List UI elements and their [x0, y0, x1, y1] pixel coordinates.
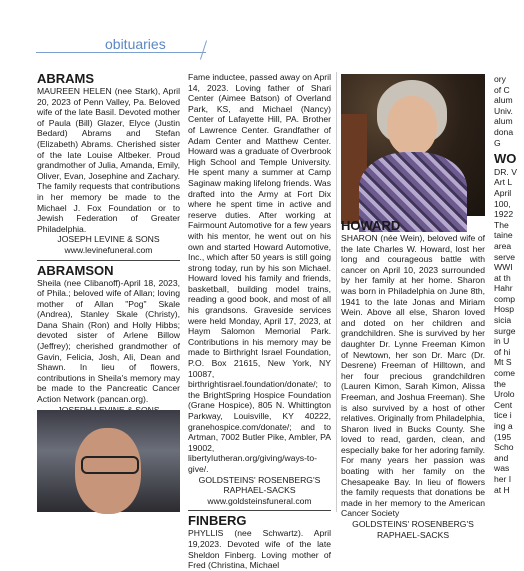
- obit-name-abrams: ABRAMS: [37, 71, 95, 86]
- right-line: and: [494, 452, 509, 463]
- right-line: serve: [494, 251, 516, 262]
- obit-name-howard: HOWARD: [341, 218, 401, 233]
- right-line: tice i: [494, 410, 512, 421]
- right-line: at th: [494, 272, 511, 283]
- obit-name-right: WO: [494, 151, 517, 167]
- right-line: was: [494, 463, 510, 474]
- obit-body-abrams: MAUREEN HELEN (nee Stark), April 20, 2023 of Penn Valley, Pa. Beloved wife of the late Basil. Devoted mother of Paula (Bill) Glazer, Elyce (Justin Bedard) Abrams and Stefan (Elizabeth) Abrams. Cherished sister of the late Louise Altbeker. Proud grandmother of Julia, Amanda, Emily, Oliver, Evan, Josephine and Zachary. The family requests that contributions in her memory be made to the Michael J. Fox Foundation or to Jewish Federation of Greater Philadelphia.: [37, 86, 180, 234]
- funeral-home-continued-1: GOLDSTEINS' ROSENBERG'S: [198, 474, 321, 485]
- right-line: Hosp: [494, 304, 515, 315]
- section-slash: [200, 40, 207, 59]
- obit-name-finberg: FINBERG: [188, 513, 247, 529]
- right-lines: [494, 167, 524, 495]
- photo-glasses: [81, 456, 139, 474]
- right-line: the: [494, 378, 506, 389]
- funeral-home-howard-2: RAPHAEL-SACKS: [376, 529, 450, 540]
- right-line: alum: [494, 116, 513, 127]
- right-line: 1922: [494, 209, 514, 220]
- obit-body-continued: Fame inductee, passed away on April 14, 2023. Loving father of Shari Center (Aimee Batson) of Overland Park, KS, and Michael (Nancy) Center of Lafayette Hill, PA. Brother of Lawrence Center. Grandfather of Adam Center and Matthew Center. Howard was a graduate of Overbrook High School and Temple University. He spent many a summer at Camp Saginaw making lifelong friends. Was drafted into the Army at Fort Dix where he spent time in active and reserve duties. After working at Fairmount Automotive for a few years with his mentor, he went out on his own and started Howard Automotive, Inc., which after 50 years is still going strong today, run by his son Michael. Howard loved his family and friends, basketball, building model trains, reading a good book, and most of all his grandsons. Graveside services were held Monday, April 17, 2023, at Haym Salomon Memorial Park. Contributions in his memory may be made to Birthright Israel Foundation, P.O. Box 21615, New York, NY 10087, birthrightisrael.foundation/donate/; to the BrightSpring Hospice Foundation (Grane Hospice), 805 N. Whittington Parkway, Louisville, KY 40222, granehospice.com/donate/; and to Artman, 7002 Butler Pike, Ambler, PA 19002, libertyIutheran.org/giving/ways-to-give/.: [188, 72, 331, 474]
- column-3: [341, 219, 485, 540]
- divider: [188, 510, 331, 511]
- right-line: April: [494, 187, 512, 198]
- right-edge-column: [494, 74, 524, 495]
- right-line: come: [494, 368, 516, 379]
- right-line: area: [494, 240, 512, 251]
- funeral-url-abrams[interactable]: www.levinefuneral.com: [64, 244, 153, 255]
- right-line: G: [494, 137, 501, 148]
- right-line: DR. V: [494, 166, 517, 177]
- section-rule: [36, 52, 206, 53]
- right-line: Univ.: [494, 105, 513, 116]
- right-line: Scho: [494, 442, 514, 453]
- obit-body-finberg: PHYLLIS (nee Schwartz). April 19,2023. Devoted wife of the late Sheldon Finberg. Loving mother of Fred (Christina, Michael: [188, 528, 331, 571]
- right-line: her I: [494, 473, 512, 484]
- right-line: Mt S: [494, 357, 512, 368]
- right-line: ory: [494, 74, 506, 84]
- photo-abramson: [37, 410, 180, 512]
- column-1: [37, 72, 180, 426]
- section-title: obituaries: [105, 36, 166, 52]
- right-line: alum: [494, 95, 513, 106]
- funeral-home-continued-2: RAPHAEL-SACKS: [223, 485, 296, 496]
- right-line: The: [494, 219, 509, 230]
- right-line: taine: [494, 230, 513, 241]
- right-line: WWI: [494, 262, 513, 273]
- funeral-home-abrams: JOSEPH LEVINE & SONS: [57, 234, 160, 245]
- right-line: comp: [494, 293, 516, 304]
- funeral-home-howard-1: GOLDSTEINS' ROSENBERG'S: [352, 519, 474, 530]
- right-line: in U: [494, 336, 510, 347]
- right-line: of hi: [494, 346, 511, 357]
- photo-howard: [341, 74, 485, 216]
- column-2: [188, 72, 331, 571]
- right-line: ing a: [494, 421, 513, 431]
- column-rule: [336, 72, 337, 512]
- funeral-url-continued[interactable]: www.goldsteinsfuneral.com: [207, 495, 312, 506]
- right-line: dona: [494, 126, 514, 137]
- divider: [37, 260, 180, 261]
- right-line: 100,: [494, 198, 511, 209]
- right-line: at H: [494, 484, 510, 495]
- right-line: (195: [494, 431, 512, 442]
- right-line: surge: [494, 325, 516, 336]
- right-line: Art L: [494, 177, 513, 188]
- right-line: Urolo: [494, 389, 515, 400]
- obit-body-abramson: Sheila (nee Clibanoff)-April 18, 2023, of Phila.; beloved wife of Allan; loving mother of Allan "Pog" Skale (Andrea), Stanley Skale (Christy), Dana Shain (Ron) and Holly Hibbs; devoted sister of Arlene Billow (Jeffrey); cherished grandmother of Gavin, Felicia, Josh, Ali, Dean and Shawn. In lieu of flowers, contributions in Sheila's memory may be made to the Pancreatic Cancer Action Network (pancan.org).: [37, 277, 180, 405]
- right-line: sicia: [494, 315, 512, 326]
- right-line: Hahr: [494, 283, 513, 294]
- right-line: of C: [494, 84, 510, 95]
- right-line: Cent: [494, 399, 513, 410]
- photo-face: [387, 96, 437, 156]
- obit-name-abramson: ABRAMSON: [37, 262, 114, 278]
- obit-body-howard: SHARON (née Wein), beloved wife of the late Charles W. Howard, lost her long and courageous battle with cancer on April 10, 2023 surrounded by her family at her home. Sharon was born in Philadelphia on June 8th, 1941 to the late Jonas and Miriam Wein. Above all else, Sharon loved and doted on her children and grandchildren. She is survived by her daughter Dr. Lynne Freeman Kimon of Newtown, her son Dr. Marc (Dr. Desrene) Freeman of Hilltown, and her four precious grandchildren (Lauren Kimon, Sarah Kimon, Alissa Freeman, and Joshua Freeman). She is also survived by a host of other relatives. Originally from Philadelphia, Sharon lived in Bucks County. She loved to read, garden, clean, and especially bake for her adoring family. For many years her passion was boating with her family on the Chesapeake Bay. In lieu of flowers the family requests that donations be made in her memory to the American Cancer Society: [341, 233, 485, 519]
